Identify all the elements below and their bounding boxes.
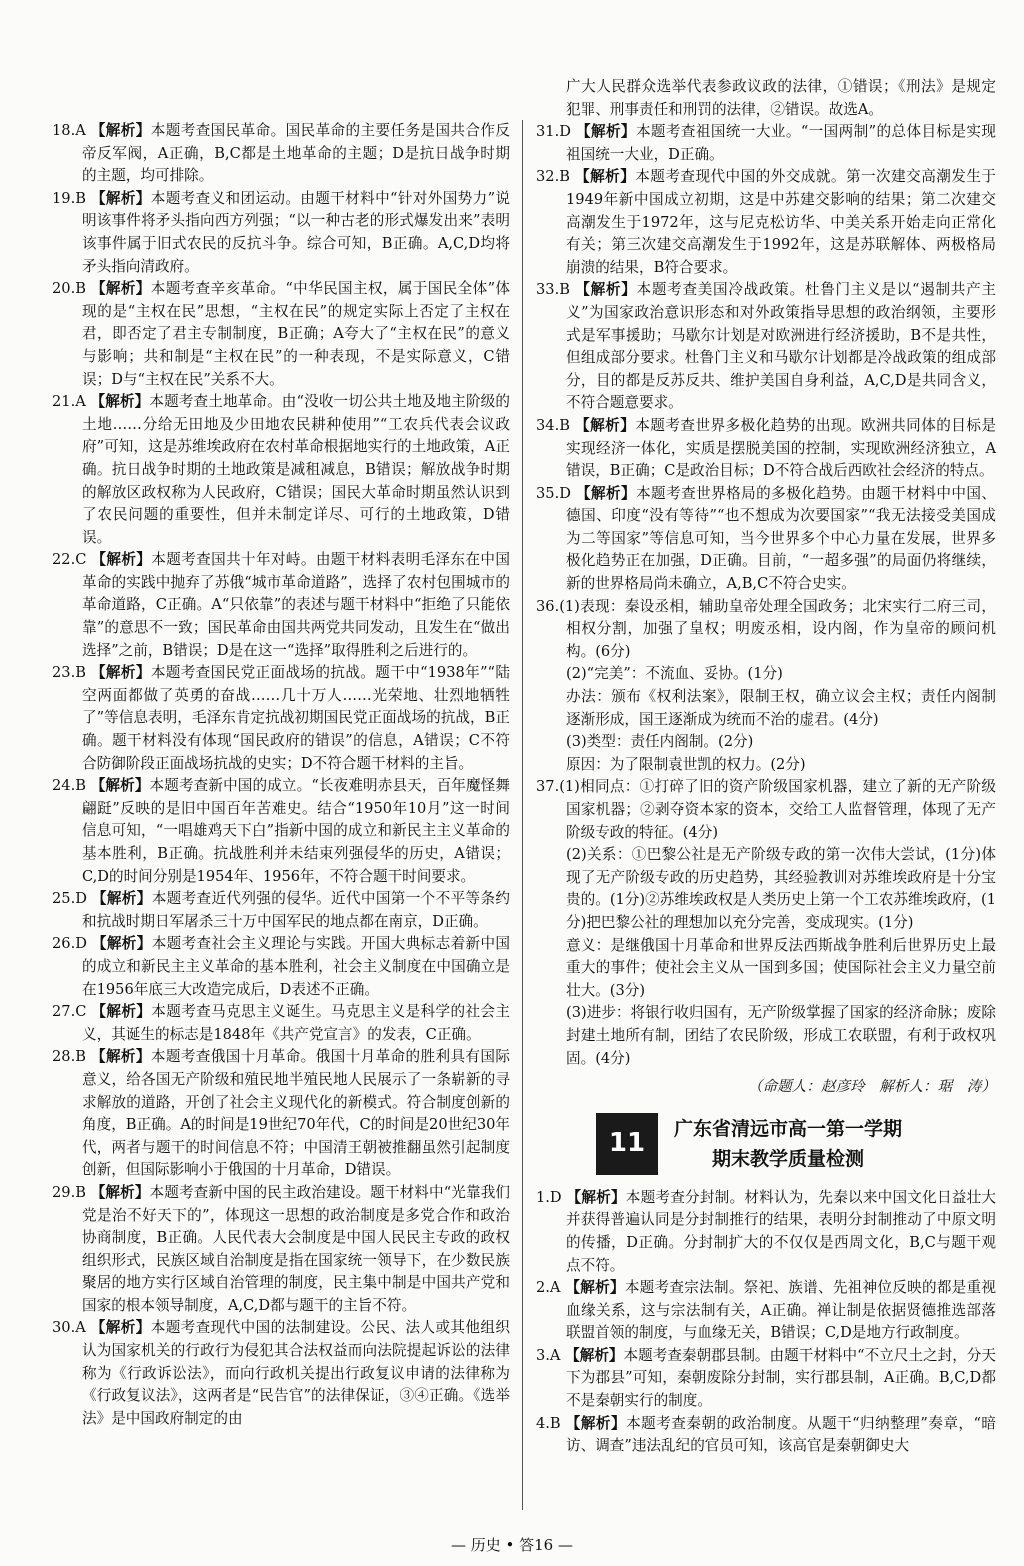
section-number-badge: 11 — [596, 1113, 658, 1175]
question-text: 本题考查国民党正面战场的抗战。题干中“1938年”“陆空两面都做了英勇的奋战……几十万人……光荣地、壮烈地牺牲了”等信息表明，毛泽东肯定抗战初期国民党正面战场的抗战，B正确。题干材料没有体现“国民政府的错误”的信息，A错误；C不符合防御阶段正面战场抗战的史实；D不符合题干材料的主旨。 — [82, 664, 510, 772]
left-column — [52, 120, 510, 1430]
question-text: 本题考查世界多极化趋势的出现。欧洲共同体的目标是实现经济一体化，实质是摆脱美国的控制，实现欧洲经济独立，A错误，B正确；C是政治目标；D不符合战后西欧社会经济的特点。 — [566, 416, 996, 480]
question-number: 30.A — [52, 1319, 86, 1337]
column-divider — [522, 120, 523, 1510]
q37-line: (3)进步：将银行收归国有，无产阶级掌握了国家的经济命脉；废除封建土地所有制，团结了农民阶级，形成工农联盟，有利于政权巩固。(4分) — [566, 1004, 996, 1067]
analysis-tag: 【解析】 — [575, 416, 636, 434]
analysis-tag: 【解析】 — [90, 664, 151, 682]
question-number: 25.D — [52, 890, 87, 908]
question-text: 本题考查马克思主义诞生。马克思主义是科学的社会主义，其诞生的标志是1848年《共产党宣言》的发表，C正确。 — [82, 1003, 510, 1043]
question-number: 3.A — [536, 1346, 561, 1364]
right-question-item — [536, 121, 996, 166]
page-footer: — 历史 • 答16 — — [450, 1536, 573, 1554]
question-number: 29.B — [52, 1183, 86, 1201]
question-text: 本题考查美国冷战政策。杜鲁门主义是以“遏制共产主义”为国家政治意识形态和对外政策指导思想的政治纲领，主要形式是军事援助；马歇尔计划是对欧洲进行经济援助，B不是共性，但组成部分要求。杜鲁门主义和马歇尔计划都是冷战政策的组成部分，目的都是反苏反共、维护美国自身利益，A,C,D是共同含义，不符合题意要求。 — [566, 281, 997, 412]
analysis-tag: 【解析】 — [91, 935, 152, 953]
question-text: 本题考查义和团运动。由题干材料中“针对外国势力”说明该事件将矛头指向西方列强；“以一种古老的形式爆发出来”表明该事件属于旧式农民的反抗斗争。综合可知，B正确。A,C,D均将矛头指向清政府。 — [82, 189, 510, 275]
question-text: 广大人民群众选举代表参政议政的法律，①错误；《刑法》是规定犯罪、刑事责任和刑罚的法律，②错误。故选A。 — [566, 78, 996, 118]
question-number: 19.B — [52, 189, 86, 207]
analysis-tag: 【解析】 — [565, 1414, 627, 1432]
question-text: 本题考查国共十年对峙。由题干材料表明毛泽东在中国革命的实践中抛弃了苏俄“城市革命道路”，选择了农村包围城市的革命道路，C正确。A“只依靠”的表述与题干材料中“拒绝了只能依靠”的意思不一致；国民革命由国共两党共同发动，且发生在“做出选择”之前，B错误；D是在这一“选择”取得胜利之后进行的。 — [82, 551, 510, 659]
left-question-item — [52, 278, 510, 391]
section-title-line1: 广东省清远市高一第一学期 — [674, 1117, 903, 1140]
analysis-tag: 【解析】 — [90, 122, 151, 139]
left-question-item — [52, 1317, 510, 1430]
analysis-tag: 【解析】 — [566, 1188, 626, 1206]
left-question-item — [52, 549, 510, 662]
question-number: 32.B — [536, 168, 570, 186]
question-text: 本题考查分封制。材料认为，先秦以来中国文化日益壮大并获得普遍认同是分封制推行的结果，表明分封制推动了中原文明的传播，D正确。分封制扩大的不仅仅是西周文化，B,C与题干观点不符。 — [566, 1188, 996, 1274]
question-36 — [536, 596, 996, 777]
q37-line: (2)关系：①巴黎公社是无产阶级专政的第一次伟大尝试，(1分)体现了无产阶级专政的历史趋势，其经验教训对苏维埃政府是十分宝贵的。(1分)②苏维埃政权是人类历史上第一个工农苏维埃政府，(1分)把巴黎公社的理想加以充分完善，变成现实。(1分) — [566, 846, 996, 931]
analysis-tag: 【解析】 — [90, 393, 150, 411]
analysis-tag: 【解析】 — [90, 1048, 151, 1066]
question-number: 20.B — [52, 280, 86, 298]
question-number: 2.A — [536, 1279, 561, 1297]
section-question-item — [536, 1345, 996, 1413]
q36-line: 办法：颁布《权利法案》，限制王权，确立议会主权；责任内阁制逐渐形成，国王逐渐成为统而不治的虚君。(4分) — [566, 688, 996, 728]
question-number: 34.B — [536, 416, 570, 434]
analysis-tag: 【解析】 — [91, 551, 152, 569]
left-question-item — [52, 188, 510, 278]
question-text: 本题考查祖国统一大业。“一国两制”的总体目标是实现祖国统一大业，D正确。 — [566, 123, 996, 163]
left-question-item — [52, 1046, 510, 1182]
analysis-tag: 【解析】 — [565, 1279, 625, 1297]
question-number: 23.B — [52, 664, 86, 682]
question-text: 本题考查土地革命。由“没收一切公共土地及地主阶级的土地……分给无田地及少田地农民耕种使用”“工农兵代表会议政府”可知，这是苏维埃政府在农村革命根据地实行的土地政策，A正确。抗日战争时期的土地政策是减租减息，B错误；解放战争时期的解放区政权称为人民政府，C错误；国民大革命时期虽然认识到了农民问题的重要性，但并未制定详尽、可行的土地政策，D错误。 — [82, 393, 510, 546]
left-question-item — [52, 1001, 510, 1046]
q37-line: 意义：是继俄国十月革命和世界反法西斯战争胜利后世界历史上最重大的事件；使社会主义从一国到多国；使国际社会主义力量空前壮大。(3分) — [566, 936, 996, 999]
question-text: 本题考查新中国的成立。“长夜难明赤县天，百年魔怪舞翩跹”反映的是旧中国百年苦难史。结合“1950年10月”这一时间信息可知，“一唱雄鸡天下白”指新中国的成立和新民主主义革命的基本胜利，B正确。抗战胜利并未结束列强侵华的历史，A错误；C,D的时间分别是1954年、1956年，不符合题干时间要求。 — [82, 777, 511, 885]
question-number: 18.A — [52, 122, 86, 139]
question-text: 本题考查俄国十月革命。俄国十月革命的胜利具有国际意义，给各国无产阶级和殖民地半殖民地人民展示了一条崭新的寻求解放的道路，开创了社会主义现代化的新模式。符合制度创新的角度，B正确。A的时间是19世纪70年代，C的时间是20世纪30年代，两者与题干的时间信息不符；中国清王朝被推翻虽然引起制度创新，但国际影响小于俄国的十月革命，D错误。 — [82, 1048, 510, 1179]
right-question-item — [536, 483, 996, 596]
analysis-tag: 【解析】 — [91, 1003, 152, 1021]
question-text: 本题考查世界格局的多极化趋势。由题干材料中中国、德国、印度“没有等待”“也不想成为次要国家”“我无法接受美国成为二等国家”等信息可知，当今世界多个中心力量在发展，世界多极化趋势正在加强，D正确。目前，“一超多强”的局面仍将继续，新的世界格局尚未确立，A,B,C不符合史实。 — [566, 484, 996, 593]
left-question-item — [52, 888, 510, 933]
left-question-item — [52, 662, 510, 775]
right-column — [536, 76, 996, 1458]
left-question-item — [52, 933, 510, 1001]
right-question-item — [536, 279, 996, 415]
section-question-item — [536, 1277, 996, 1345]
right-question-item — [536, 415, 996, 483]
q36-line: 36.(1)表现：秦设丞相，辅助皇帝处理全国政务；北宋实行二府三司，相权分割，加强了皇权；明废丞相，设内阁，作为皇帝的顾问机构。(6分) — [536, 597, 996, 660]
q36-line: (3)类型：责任内阁制。(2分) — [566, 733, 754, 751]
right-question-item — [536, 76, 996, 121]
analysis-tag: 【解析】 — [575, 168, 636, 186]
question-number: 28.B — [52, 1048, 86, 1066]
question-number: 27.C — [52, 1003, 87, 1021]
question-text: 本题考查国民革命。国民革命的主要任务是国共合作反帝反军阀，A正确，B,C都是土地革命的主题；D是抗日战争时期的主题，均可排除。 — [82, 122, 510, 185]
question-number: 1.D — [536, 1188, 562, 1206]
question-37 — [536, 776, 996, 1070]
q37-line: 37.(1)相同点：①打碎了旧的资产阶级国家机器，建立了新的无产阶级国家机器；②剥夺资本家的资本，交给工人监督管理，体现了无产阶级专政的特征。(4分) — [536, 778, 996, 841]
q36-line: 原因：为了限制袁世凯的权力。(2分) — [566, 755, 806, 773]
analysis-tag: 【解析】 — [90, 1319, 151, 1337]
question-text: 本题考查社会主义理论与实践。开国大典标志着新中国的成立和新民主主义革命的基本胜利，社会主义制度在中国确立是在1956年底三大改造完成后，D表述不正确。 — [82, 935, 510, 998]
left-question-item — [52, 120, 510, 188]
analysis-tag: 【解析】 — [575, 123, 636, 141]
analysis-tag: 【解析】 — [90, 777, 150, 795]
analysis-tag: 【解析】 — [90, 189, 151, 207]
right-question-item — [536, 166, 996, 279]
section-question-item — [536, 1187, 996, 1277]
question-number: 35.D — [536, 484, 571, 502]
analysis-tag: 【解析】 — [565, 1346, 624, 1364]
q36-line: (2)“完美”：不流血、妥协。(1分) — [566, 665, 783, 683]
question-text: 本题考查秦朝郡县制。由题干材料中“不立尺土之封，分天下为郡县”可知，秦朝废除分封制，实行郡县制，A正确。B,C,D都不是秦朝实行的制度。 — [566, 1346, 996, 1410]
analysis-tag: 【解析】 — [90, 280, 151, 298]
question-text: 本题考查秦朝的政治制度。从题干“归纳整理”奏章，“暗访、调查”违法乱纪的官员可知，该高官是秦朝御史大 — [566, 1414, 996, 1455]
analysis-tag: 【解析】 — [90, 1183, 150, 1201]
question-number: 24.B — [52, 777, 86, 795]
question-text: 本题考查现代中国的法制建设。公民、法人或其他组织认为国家机关的行政行为侵犯其合法权益而向法院提起诉讼的法律称为《行政诉讼法》，而向行政机关提出行政复议申请的法律称为《行政复议法》，这两者是“民告官”的法律保证，③④正确。《选举法》是中国政府制定的由 — [82, 1319, 510, 1427]
section-title-line2: 期末教学质量检测 — [712, 1147, 865, 1170]
left-question-item — [52, 775, 510, 888]
question-number: 26.D — [52, 935, 87, 953]
question-text: 本题考查现代中国的外交成就。第一次建交高潮发生于1949年新中国成立初期，这是中苏建交影响的结果；第二次建交高潮发生于1972年，这与尼克松访华、中美关系开始走向正常化有关；第三次建交高潮发生于1992年，这是苏联解体、两极格局崩溃的结果，B符合要求。 — [566, 168, 996, 276]
question-number: 21.A — [52, 393, 86, 411]
analysis-tag: 【解析】 — [91, 890, 152, 908]
credits: （命题人：赵彦玲 解析人：琚 涛） — [747, 1078, 996, 1096]
question-number: 4.B — [536, 1414, 561, 1432]
question-number: 33.B — [536, 281, 570, 299]
question-text: 本题考查新中国的民主政治建设。题干材料中“光靠我们党是治不好天下的”，体现这一思想的政治制度是多党合作和政治协商制度，B正确。人民代表大会制度是中国人民民主专政的政权组织形式，民族区域自治制度是指在国家统一领导下，在少数民族聚居的地方实行区域自治管理的制度，民主集中制是中国共产党和国家的根本领导制度，A,C,D都与题干的主旨不符。 — [82, 1183, 511, 1314]
question-text: 本题考查辛亥革命。“中华民国主权，属于国民全体”体现的是“主权在民”思想，“主权在民”的规定实际上否定了主权在君，即否定了君主专制制度，B正确；A夸大了“主权在民”的意义与影响；共和制是“主权在民”的一种表现，不是实际意义，C错误；D与“主权在民”关系不大。 — [82, 280, 510, 388]
section-title — [674, 1114, 902, 1174]
question-text: 本题考查近代列强的侵华。近代中国第一个不平等条约和抗战时期日军屠杀三十万中国军民的地点都在南京，D正确。 — [82, 890, 510, 930]
section-header — [596, 1113, 996, 1175]
left-question-item — [52, 1182, 510, 1318]
left-question-item — [52, 391, 510, 549]
analysis-tag: 【解析】 — [575, 281, 637, 299]
question-text: 本题考查宗法制。祭祀、族谱、先祖神位反映的都是重视血缘关系，这与宗法制有关，A正确。禅让制是依据贤德推选部落联盟首领的制度，与血缘无关，B错误；C,D是地方行政制度。 — [566, 1279, 996, 1342]
question-number: 22.C — [52, 551, 87, 569]
question-number: 31.D — [536, 123, 571, 141]
analysis-tag: 【解析】 — [575, 484, 637, 502]
section-question-item — [536, 1413, 996, 1458]
